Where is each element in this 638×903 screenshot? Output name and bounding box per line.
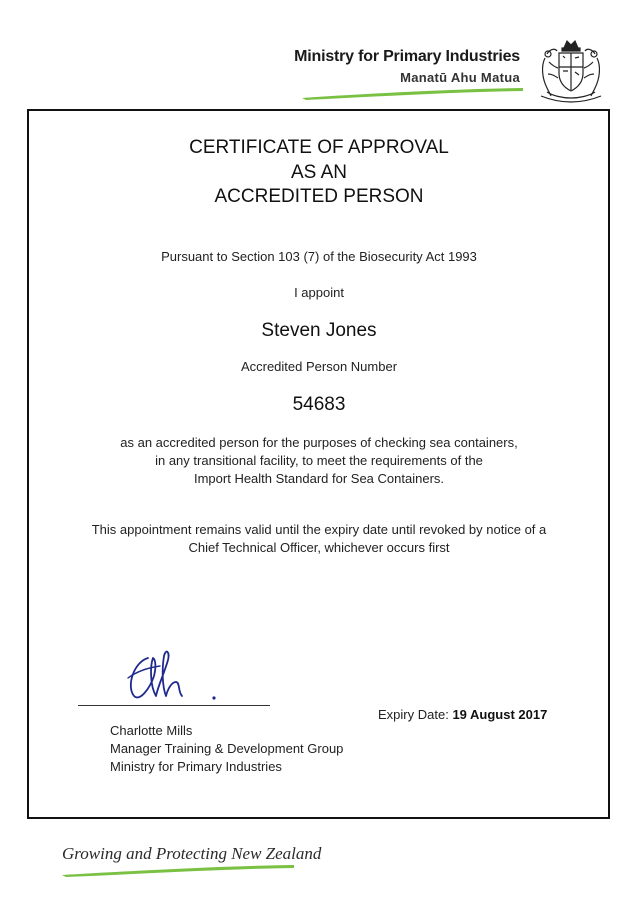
signatory-role: Manager Training & Development Group [110, 741, 344, 756]
validity-line-2: Chief Technical Officer, whichever occurs first [188, 540, 450, 555]
accredited-number-label: Accredited Person Number [240, 359, 398, 374]
validity-line-1: This appointment remains valid until the expiry date until revoked by notice of a [91, 522, 547, 537]
ministry-name: Ministry for Primary Industries [294, 48, 520, 65]
pursuant-statement: Pursuant to Section 103 (7) of the Biosecurity Act 1993 [161, 249, 477, 264]
appoint-statement: I appoint [294, 285, 344, 300]
purpose-line-2: in any transitional facility, to meet the requirements of the [155, 453, 483, 468]
purpose-line-3: Import Health Standard for Sea Containers. [193, 471, 445, 486]
purpose-line-1: as an accredited person for the purposes of checking sea containers, [120, 435, 518, 450]
signatory-organization: Ministry for Primary Industries [110, 759, 282, 774]
signature-line [78, 705, 270, 706]
expiry-label: Expiry Date: [378, 707, 449, 722]
green-swoosh-icon [300, 86, 525, 102]
accredited-number: 54683 [292, 394, 346, 415]
signatory-name: Charlotte Mills [110, 723, 193, 738]
footer-tagline: Growing and Protecting New Zealand [62, 844, 322, 863]
certificate-title-line-1: CERTIFICATE OF APPROVAL [189, 137, 449, 158]
ministry-maori-name: Manatū Ahu Matua [400, 70, 520, 85]
expiry-date-value: 19 August 2017 [452, 707, 548, 722]
certificate-title-line-2: AS AN [291, 162, 347, 183]
footer-green-swoosh-icon [60, 862, 296, 878]
letterhead [0, 0, 638, 110]
handwritten-signature [120, 638, 230, 708]
appointee-name: Steven Jones [261, 320, 377, 341]
expiry-date [378, 707, 547, 722]
certificate-title-line-3: ACCREDITED PERSON [214, 186, 424, 207]
nz-coat-of-arms-icon [533, 34, 609, 106]
